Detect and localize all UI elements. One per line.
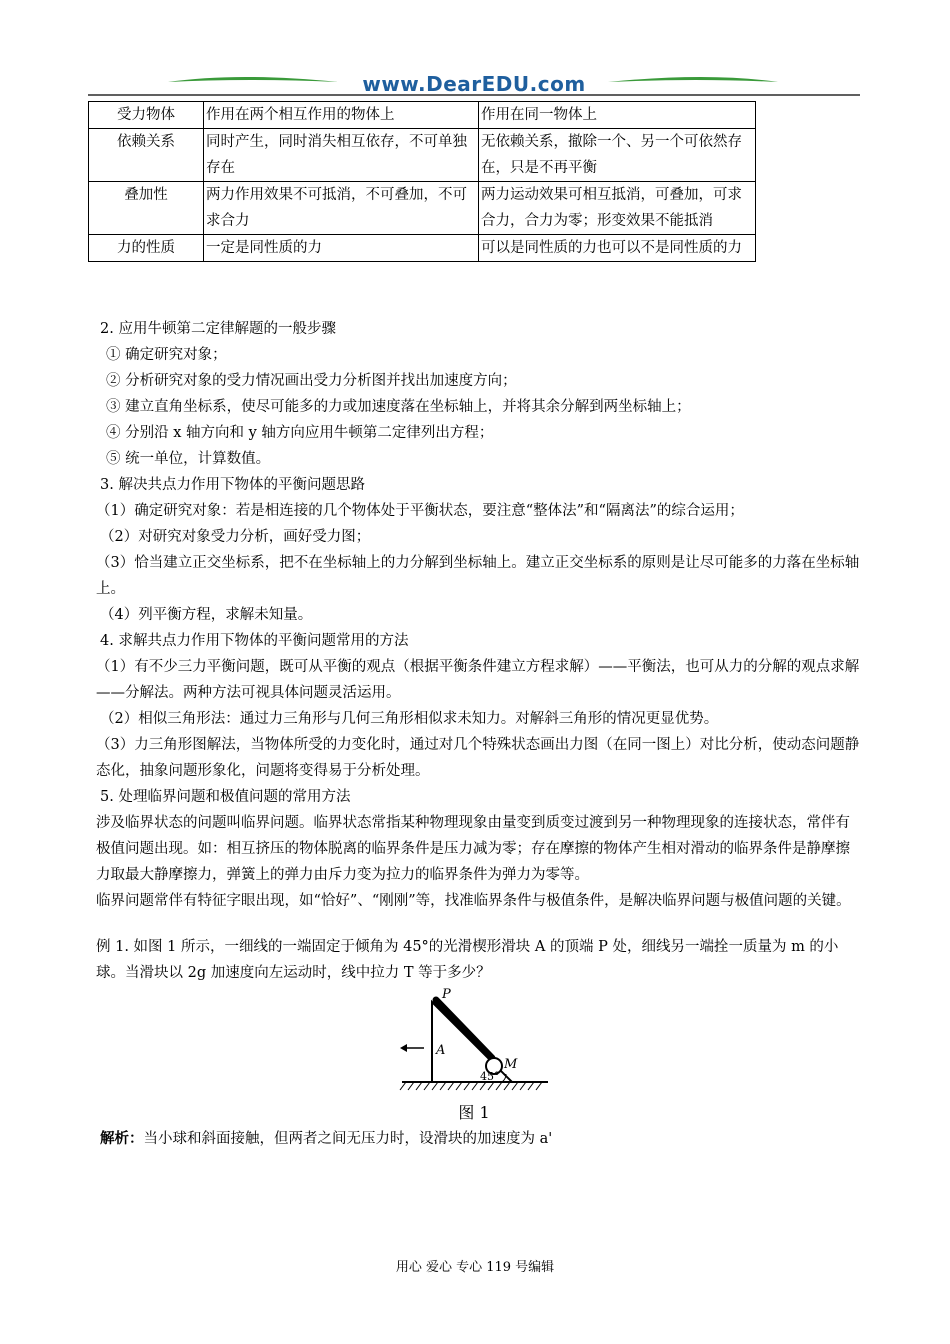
step-2: ② 分析研究对象的受力情况画出受力分析图并找出加速度方向；: [106, 373, 517, 389]
table-cell: 两力作用效果不可抵消，不可叠加，不可求合力: [204, 182, 479, 235]
section-3-title: 3. 解决共点力作用下物体的平衡问题思路: [100, 477, 365, 493]
table-cell: 依赖关系: [89, 129, 204, 182]
main-content: [88, 316, 860, 1152]
step-3: ③ 建立直角坐标系，使尽可能多的力或加速度落在坐标轴上，并将其余分解到两坐标轴上；: [106, 399, 691, 415]
table-row: [89, 182, 756, 235]
table-row: [89, 235, 756, 262]
section-5-p1: 涉及临界状态的问题叫临界问题。临界状态常指某种物理现象由量变到质变过渡到另一种物理现象的连接状态，常伴有极值问题出现。如：相互挤压的物体脱离的临界条件是压力减为零；存在摩擦的物体产生相对滑动的临界条件是静摩擦力取最大静摩擦力，弹簧上的弹力由斥力变为拉力的临界条件为弹力为零等。: [96, 815, 850, 883]
site-logo: www.DearEDU.com: [362, 72, 586, 96]
section-3-p4: （4）列平衡方程，求解未知量。: [100, 607, 313, 623]
wedge-diagram: [398, 986, 558, 1098]
table-row: [89, 102, 756, 129]
section-2-title: 2. 应用牛顿第二定律解题的一般步骤: [100, 321, 336, 337]
analysis-text: 当小球和斜面接触，但两者之间无压力时，设滑块的加速度为 a': [143, 1131, 553, 1147]
label-p: P: [442, 987, 451, 1002]
comparison-table: [88, 101, 756, 262]
analysis: [88, 1126, 860, 1152]
table-cell: 作用在同一物体上: [479, 102, 756, 129]
section-4-p1: （1）有不少三力平衡问题，既可从平衡的观点（根据平衡条件建立方程求解）——平衡法，也可从力的分解的观点求解——分解法。两种方法可视具体问题灵活运用。: [96, 659, 860, 701]
section-4-p3: （3）力三角形图解法，当物体所受的力变化时，通过对几个特殊状态画出力图（在同一图上）对比分析，使动态问题静态化，抽象问题形象化，问题将变得易于分析处理。: [96, 737, 860, 779]
step-5: ⑤ 统一单位，计算数值。: [106, 451, 271, 467]
table-cell: 两力运动效果可相互抵消，可叠加，可求合力，合力为零；形变效果不能抵消: [479, 182, 756, 235]
table-cell: 受力物体: [89, 102, 204, 129]
section-4-p2: （2）相似三角形法：通过力三角形与几何三角形相似求未知力。对解斜三角形的情况更显优势。: [100, 711, 719, 727]
table-cell: 同时产生，同时消失相互依存，不可单独存在: [204, 129, 479, 182]
page-header: [88, 70, 860, 100]
label-a: A: [436, 1043, 446, 1058]
section-3-p1: （1）确定研究对象：若是相连接的几个物体处于平衡状态，要注意“整体法”和“隔离法”的综合运用；: [96, 503, 744, 519]
table-cell: 可以是同性质的力也可以不是同性质的力: [479, 235, 756, 262]
example-1: 例 1. 如图 1 所示，一细线的一端固定于倾角为 45°的光滑楔形滑块 A 的顶端 P 处，细线另一端拴一质量为 m 的小球。当滑块以 2g 加速度向左运动时，线中拉力 T 等于多少？: [96, 939, 839, 981]
analysis-label: 解析：: [100, 1130, 144, 1147]
table-row: [89, 129, 756, 182]
figure-caption: 图 1: [458, 1103, 490, 1122]
section-3-p2: （2）对研究对象受力分析，画好受力图；: [100, 529, 371, 545]
table-cell: 叠加性: [89, 182, 204, 235]
figure-1: [88, 986, 860, 1126]
table-cell: 无依赖关系，撤除一个、另一个可依然存在，只是不再平衡: [479, 129, 756, 182]
table-cell: 一定是同性质的力: [204, 235, 479, 262]
section-5-title: 5. 处理临界问题和极值问题的常用方法: [100, 789, 351, 805]
table-cell: 作用在两个相互作用的物体上: [204, 102, 479, 129]
label-m: M: [504, 1057, 518, 1072]
section-3-p3: （3）恰当建立正交坐标系，把不在坐标轴上的力分解到坐标轴上。建立正交坐标系的原则是让尽可能多的力落在坐标轴上。: [96, 555, 860, 597]
section-5-p2: 临界问题常伴有特征字眼出现，如“恰好”、“刚刚”等，找准临界条件与极值条件，是解决临界问题与极值问题的关键。: [96, 893, 851, 909]
page-footer: 用心 爱心 专心 119 号编辑: [395, 1260, 555, 1275]
step-4: ④ 分别沿 x 轴方向和 y 轴方向应用牛顿第二定律列出方程；: [106, 425, 494, 441]
label-angle: 45°: [480, 1070, 500, 1083]
table-cell: 力的性质: [89, 235, 204, 262]
step-1: ① 确定研究对象；: [106, 347, 227, 363]
section-4-title: 4. 求解共点力作用下物体的平衡问题常用的方法: [100, 633, 409, 649]
